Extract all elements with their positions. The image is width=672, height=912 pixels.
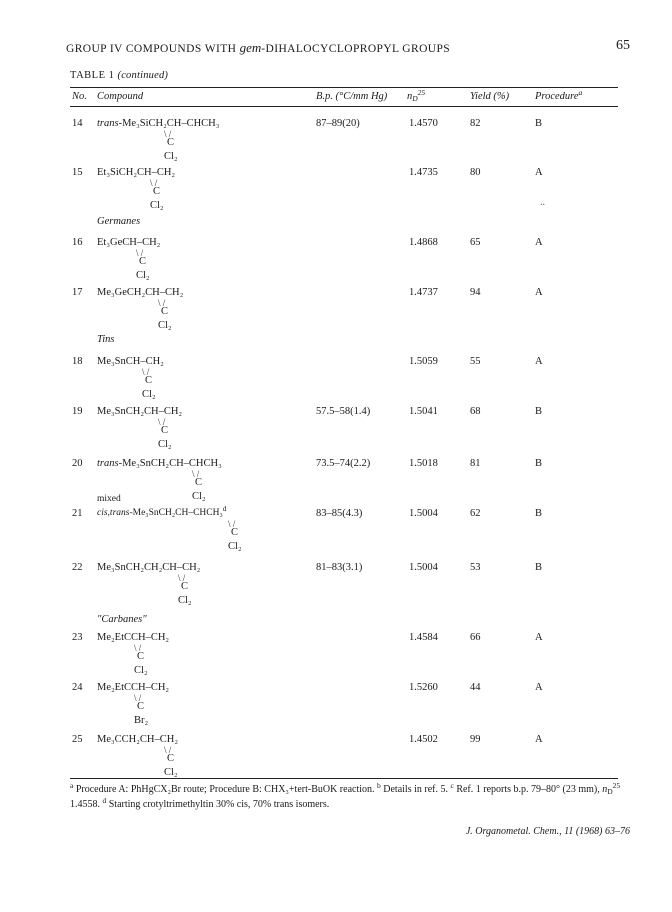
stereo-prefix: cis,trans- <box>97 508 133 518</box>
col-header-yield: Yield (%) <box>470 91 510 102</box>
ring-bonds: \ / <box>142 367 150 377</box>
dihalo-substituent: Cl₂ <box>178 594 192 606</box>
yield-percent: 44 <box>470 682 481 693</box>
cyclopropane-ring <box>150 179 164 211</box>
ring-carbon: C <box>145 375 153 386</box>
dihalo-substituent: Cl₂ <box>158 319 172 331</box>
compound-formula <box>97 356 164 367</box>
formula-text: Me₂EtCCH–CH₂ <box>97 682 170 693</box>
stereo-prefix: trans- <box>97 118 123 129</box>
ring-carbon: C <box>167 753 175 764</box>
refractive-index: 1.4584 <box>409 632 438 643</box>
procedure: A <box>535 632 543 643</box>
scan-mark: .. <box>540 197 545 208</box>
compound-formula <box>97 458 222 469</box>
procedure: A <box>535 237 543 248</box>
col-header-procedure: Procedure$^a$ <box>535 88 583 102</box>
boiling-point: 57.5–58(1.4) <box>316 406 371 417</box>
refractive-index: 1.5041 <box>409 406 438 417</box>
yield-percent: 99 <box>470 734 481 745</box>
dihalo-substituent: Cl₂ <box>164 766 178 778</box>
table-bottom-rule <box>70 778 618 779</box>
dihalo-substituent: Cl₂ <box>164 150 178 162</box>
ring-carbon: C <box>153 186 161 197</box>
compound-formula <box>97 167 175 178</box>
table-footnotes: $^a$ Procedure A: PhHgCX₂Br route; Procedure B: CHX₃+tert-BuOK reaction. $^b$ Details in ref. 5. $^c$ Ref. 1 reports b.p. 79–80° (23 mm), $n_D^{25}$ 1.4558. $^d$ Starting crotyltrimethyltin 30% cis, 70% trans isomers. <box>70 781 621 810</box>
yield-percent: 62 <box>470 508 481 519</box>
dihalo-substituent: Cl₂ <box>228 540 242 552</box>
dihalo-substituent: Cl₂ <box>142 388 156 400</box>
formula-text: Me₃SnCH₂CH–CH₂ <box>97 406 183 417</box>
procedure: A <box>535 287 543 298</box>
procedure: B <box>535 562 543 573</box>
cyclopropane-ring <box>158 299 172 331</box>
ring-bonds: \ / <box>178 573 186 583</box>
formula-text: Me₃CCH₂CH–CH₂ <box>97 734 178 745</box>
compound-formula <box>97 632 169 643</box>
formula-text: Me₃SnCH–CH₂ <box>97 356 164 367</box>
row-number: 22 <box>72 562 83 573</box>
table-top-rule <box>70 87 618 88</box>
compound-formula <box>97 682 169 693</box>
table-caption: TABLE 1 (continued) <box>70 70 169 81</box>
refractive-index: 1.4868 <box>409 237 438 248</box>
procedure: A <box>535 734 543 745</box>
footnote-mark: d <box>222 504 227 513</box>
dihalo-substituent: Cl₂ <box>158 438 172 450</box>
row-number: 23 <box>72 632 83 643</box>
formula-text: Me₃SnCH₂CH–CHCH₃ <box>122 458 222 469</box>
row-number: 15 <box>72 167 83 178</box>
cyclopropane-ring <box>164 746 178 778</box>
ring-bonds: \ / <box>136 248 144 258</box>
yield-percent: 53 <box>470 562 481 573</box>
procedure: B <box>535 118 543 129</box>
boiling-point: 83–85(4.3) <box>316 508 363 519</box>
formula-text: Et₃SiCH₂CH–CH₂ <box>97 167 176 178</box>
ring-bonds: \ / <box>164 745 172 755</box>
refractive-index: 1.5004 <box>409 562 438 573</box>
section-label-carbanes: "Carbanes" <box>97 614 147 625</box>
row-number: 17 <box>72 287 83 298</box>
yield-percent: 68 <box>470 406 481 417</box>
yield-percent: 65 <box>470 237 481 248</box>
ring-carbon: C <box>137 651 145 662</box>
compound-formula <box>97 287 183 298</box>
procedure: B <box>535 508 543 519</box>
ring-bonds: \ / <box>192 469 200 479</box>
row-number: 20 <box>72 458 83 469</box>
refractive-index: 1.4735 <box>409 167 438 178</box>
formula-text: Me₃SiCH₂CH–CHCH₃ <box>122 118 220 129</box>
cyclopropane-ring <box>192 470 206 502</box>
refractive-index: 1.5004 <box>409 508 438 519</box>
ring-bonds: \ / <box>158 298 166 308</box>
compound-formula <box>97 734 178 745</box>
running-header <box>40 40 630 56</box>
cyclopropane-ring <box>142 368 156 400</box>
procedure: B <box>535 406 543 417</box>
boiling-point: 87–89(20) <box>316 118 360 129</box>
page-number: 65 <box>616 38 630 53</box>
refractive-index: 1.4737 <box>409 287 438 298</box>
compound-qualifier: mixed <box>97 494 121 504</box>
ring-carbon: C <box>161 306 169 317</box>
section-label-tins: Tins <box>97 334 115 345</box>
row-number: 21 <box>72 508 83 519</box>
col-header-compound: Compound <box>97 91 144 102</box>
cyclopropane-ring <box>178 574 192 606</box>
yield-percent: 80 <box>470 167 481 178</box>
cyclopropane-ring <box>134 644 148 676</box>
boiling-point: 73.5–74(2.2) <box>316 458 371 469</box>
procedure: A <box>535 167 543 178</box>
row-number: 25 <box>72 734 83 745</box>
procedure: B <box>535 458 543 469</box>
formula-text: Me₃GeCH₂CH–CH₂ <box>97 287 184 298</box>
ring-carbon: C <box>137 701 145 712</box>
journal-citation: J. Organometal. Chem., 11 (1968) 63–76 <box>465 826 630 837</box>
ring-carbon: C <box>195 477 203 488</box>
cyclopropane-ring <box>228 520 242 552</box>
dihalo-substituent: Cl₂ <box>192 490 206 502</box>
refractive-index: 1.4502 <box>409 734 438 745</box>
ring-carbon: C <box>181 581 189 592</box>
refractive-index: 1.4570 <box>409 118 438 129</box>
ring-carbon: C <box>231 527 239 538</box>
ring-bonds: \ / <box>150 178 158 188</box>
compound-formula <box>97 406 182 417</box>
ring-bonds: \ / <box>134 693 142 703</box>
yield-percent: 82 <box>470 118 481 129</box>
refractive-index: 1.5018 <box>409 458 438 469</box>
dihalo-substituent: Cl₂ <box>134 664 148 676</box>
yield-percent: 81 <box>470 458 481 469</box>
compound-formula <box>97 562 200 573</box>
row-number: 19 <box>72 406 83 417</box>
formula-text: Et₃GeCH–CH₂ <box>97 237 161 248</box>
ring-carbon: C <box>139 256 147 267</box>
row-number: 24 <box>72 682 83 693</box>
running-title: GROUP IV COMPOUNDS WITH gem-DIHALOCYCLOPROPYL GROUPS <box>66 40 451 55</box>
cyclopropane-ring <box>134 694 148 726</box>
compound-formula <box>97 237 160 248</box>
section-label-germanes: Germanes <box>97 216 141 227</box>
formula-text: Me₃SnCH₂CH₂CH–CH₂ <box>97 562 201 573</box>
ring-bonds: \ / <box>228 519 236 529</box>
row-number: 16 <box>72 237 83 248</box>
refractive-index: 1.5260 <box>409 682 438 693</box>
cyclopropane-ring <box>158 418 172 450</box>
dihalo-substituent: Cl₂ <box>136 269 150 281</box>
procedure: A <box>535 356 543 367</box>
yield-percent: 66 <box>470 632 481 643</box>
ring-carbon: C <box>167 137 175 148</box>
ring-bonds: \ / <box>158 417 166 427</box>
col-header-refractive-index: $n_D^{25}$ <box>407 88 426 103</box>
table-header-rule <box>70 106 618 107</box>
dihalo-substituent: Cl₂ <box>150 199 164 211</box>
formula-text: Me₃SnCH₂CH–CHCH₃ <box>132 508 223 518</box>
row-number: 18 <box>72 356 83 367</box>
col-header-no: No. <box>72 91 87 102</box>
ring-carbon: C <box>161 425 169 436</box>
cyclopropane-ring <box>136 249 150 281</box>
compound-formula <box>97 118 219 129</box>
refractive-index: 1.5059 <box>409 356 438 367</box>
ring-bonds: \ / <box>134 643 142 653</box>
formula-text: Me₂EtCCH–CH₂ <box>97 632 170 643</box>
dihalo-substituent: Br₂ <box>134 714 149 726</box>
procedure: A <box>535 682 543 693</box>
cyclopropane-ring <box>164 130 178 162</box>
row-number: 14 <box>72 118 83 129</box>
col-header-bp: B.p. (°C/mm Hg) <box>316 91 388 102</box>
yield-percent: 55 <box>470 356 481 367</box>
yield-percent: 94 <box>470 287 481 298</box>
boiling-point: 81–83(3.1) <box>316 562 363 573</box>
stereo-prefix: trans- <box>97 458 123 469</box>
ring-bonds: \ / <box>164 129 172 139</box>
